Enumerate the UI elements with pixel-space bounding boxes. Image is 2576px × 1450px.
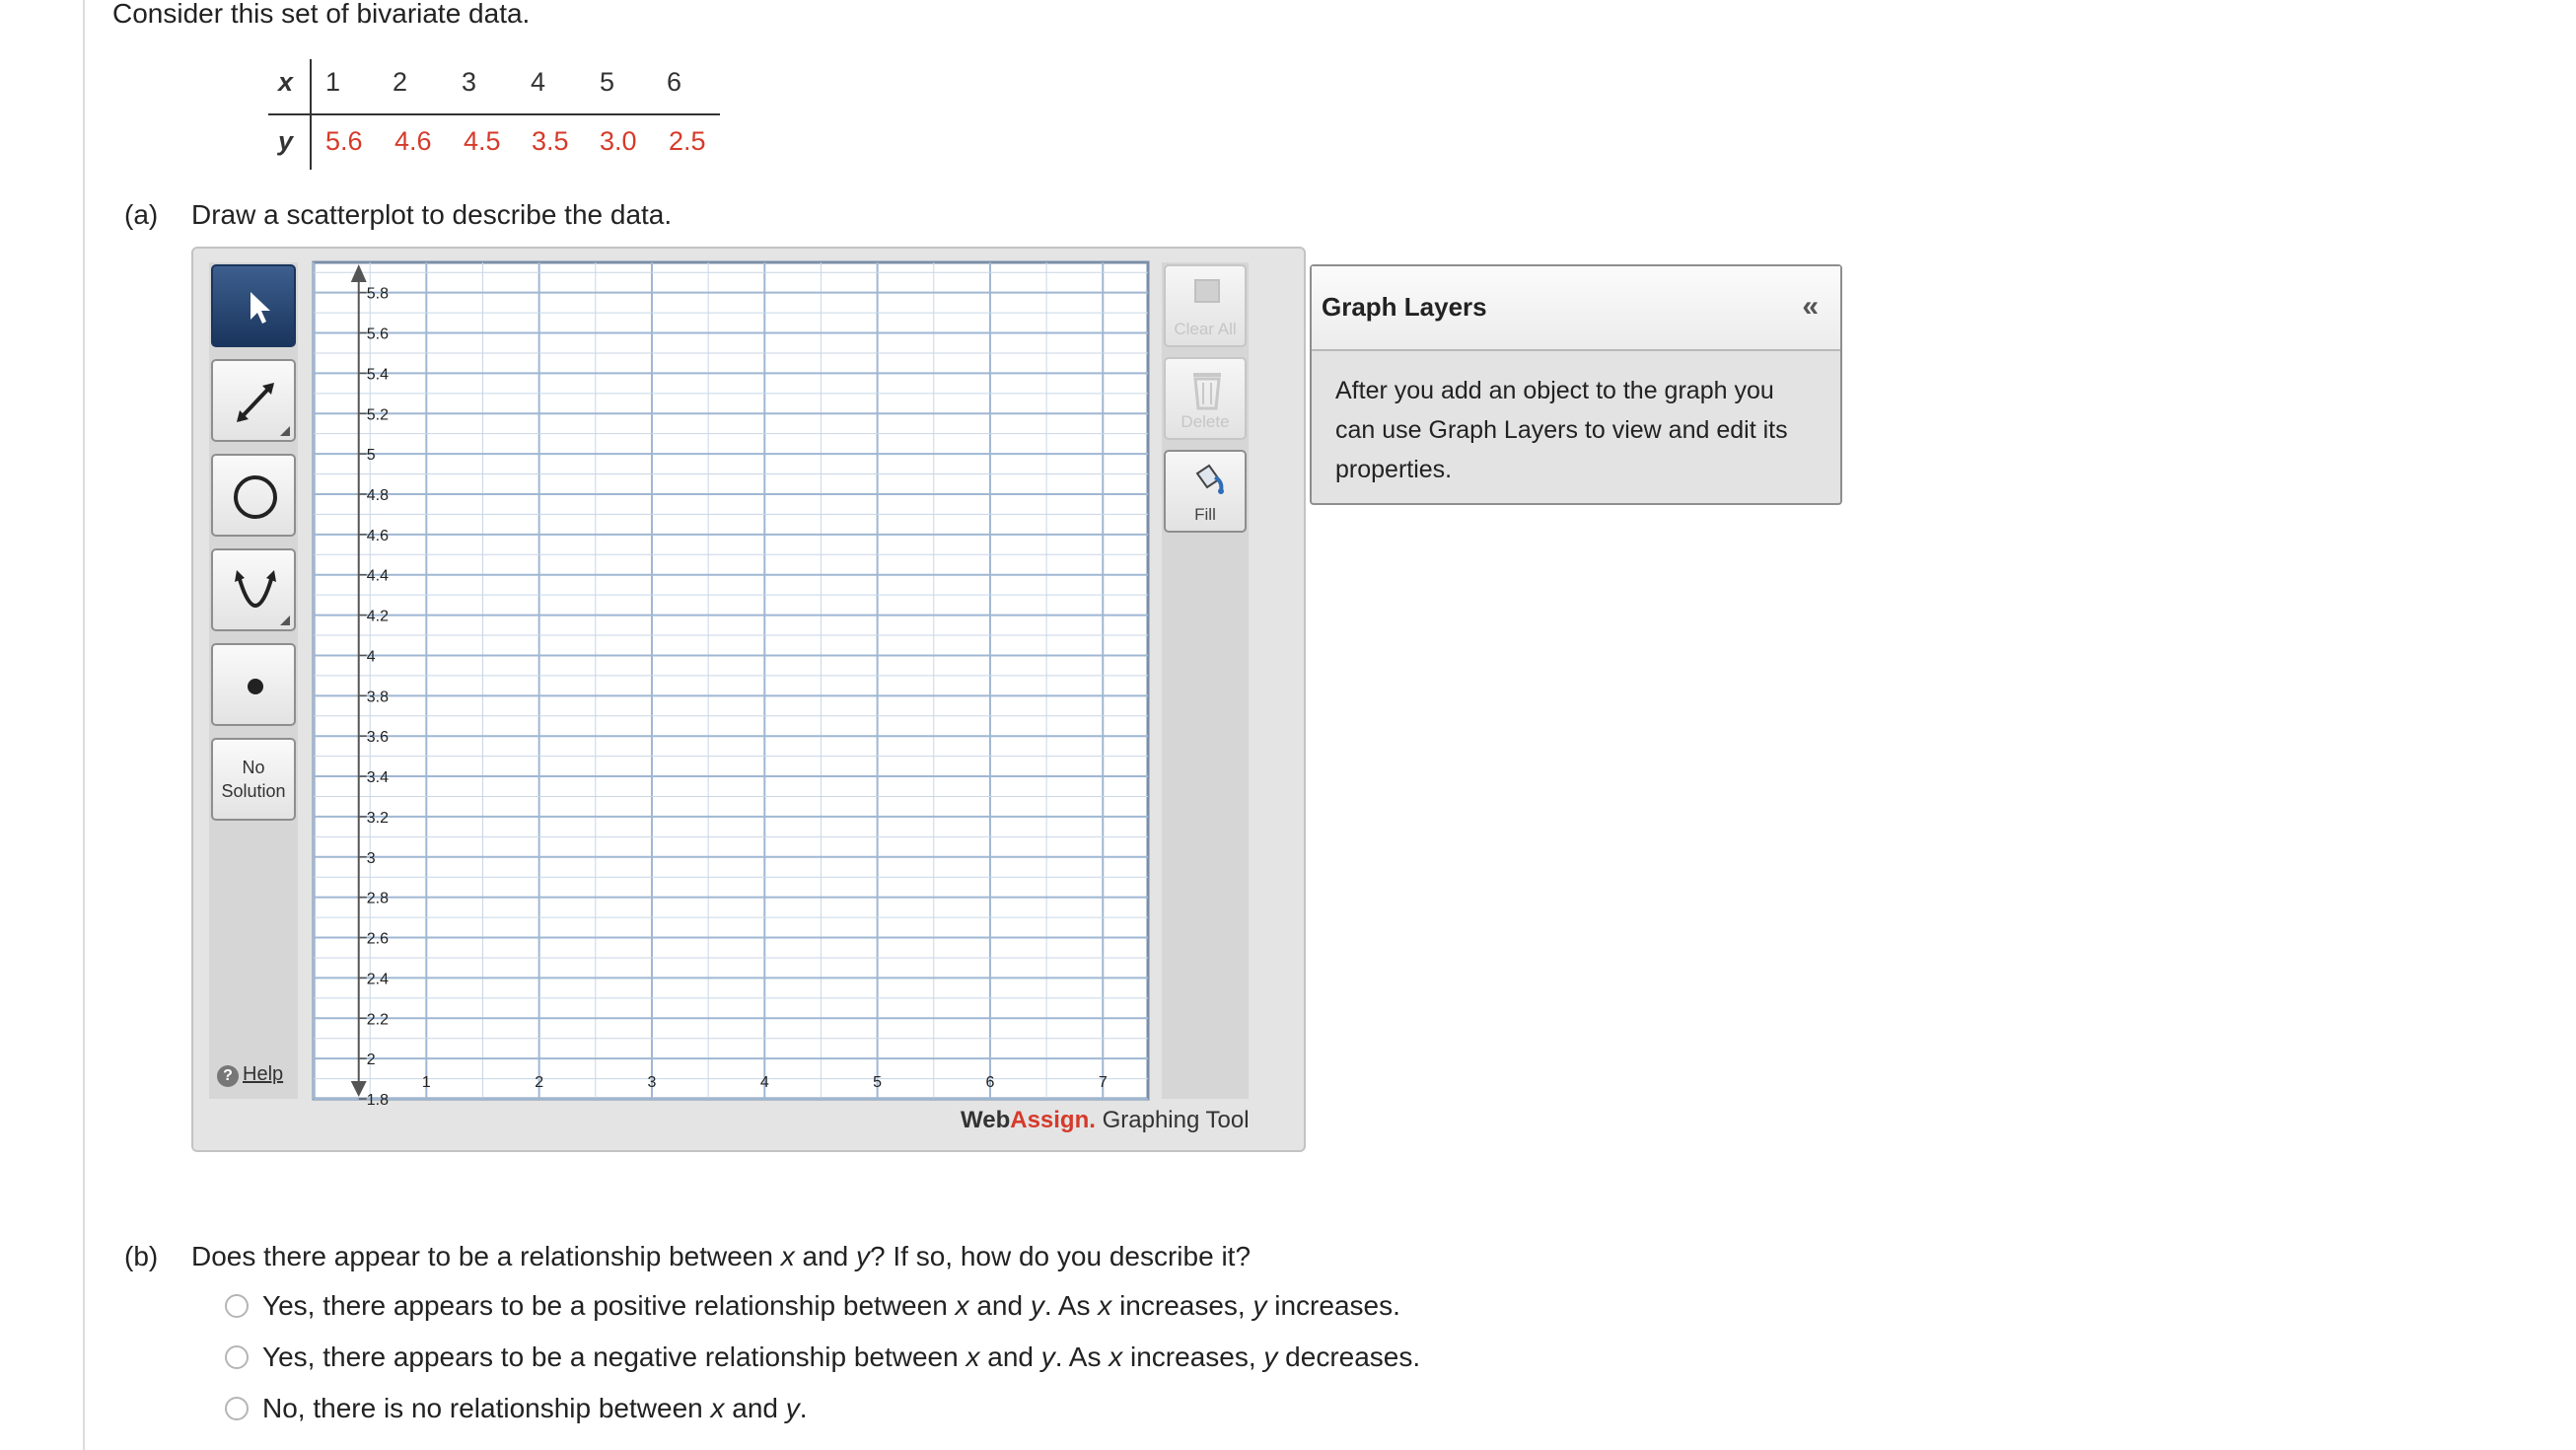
var-x: x	[966, 1341, 980, 1372]
option-text: Yes, there appears to be a negative relationship between	[262, 1341, 966, 1372]
y-tick-label: 2.2	[366, 1011, 389, 1029]
circle-tool-button[interactable]	[211, 454, 296, 537]
var-y: y	[1040, 1341, 1055, 1372]
webassign-brand	[961, 1107, 1250, 1134]
var-x: x	[1109, 1341, 1123, 1372]
option-text: decreases.	[1277, 1341, 1421, 1372]
var-x: x	[1098, 1290, 1112, 1321]
option-text: and	[724, 1393, 786, 1423]
circle-icon	[213, 456, 298, 539]
y-tick-label: 4.8	[366, 486, 389, 504]
parabola-tool-button[interactable]	[211, 548, 296, 631]
part-b-label: (b)	[124, 1241, 159, 1271]
y-tick-label: 3.4	[366, 769, 389, 787]
y-tick-label: 5	[366, 447, 376, 465]
graph-layers-help-text: After you add an object to the graph you can use Graph Layers to view and edit its properties.	[1335, 377, 1788, 483]
help-label: Help	[243, 1063, 284, 1085]
y-tick-label: 2.4	[366, 971, 389, 988]
option-text: . As	[1043, 1290, 1099, 1321]
clear-all-label: Clear All	[1174, 320, 1237, 338]
y-value-cell: 3.0	[600, 126, 637, 156]
y-tick-label: 4.6	[366, 527, 389, 544]
radio-button[interactable]	[225, 1397, 249, 1420]
x-tick-label: 7	[1098, 1074, 1108, 1091]
y-tick-label: 2.6	[366, 930, 389, 948]
y-value-cell: 5.6	[325, 126, 363, 156]
y-tick-label: 4	[366, 648, 376, 666]
y-tick-label: 3.8	[366, 689, 389, 706]
part-a-question	[124, 199, 672, 231]
x-tick-label: 3	[647, 1074, 657, 1091]
graph-layers-title: Graph Layers	[1322, 292, 1487, 322]
y-tick-label: 4.2	[366, 608, 389, 625]
graph-canvas[interactable]	[314, 262, 1148, 1109]
var-y: y	[785, 1393, 800, 1423]
y-tick-label: 5.8	[366, 285, 389, 303]
help-icon: ?	[217, 1065, 239, 1087]
point-tool-button[interactable]	[211, 643, 296, 726]
part-b-text: Does there appear to be a relationship between	[191, 1241, 781, 1271]
x-row-header: x	[278, 67, 294, 97]
var-y: y	[1030, 1290, 1044, 1321]
brand-web: Web	[961, 1107, 1011, 1133]
radio-button[interactable]	[225, 1345, 249, 1369]
no-solution-label-line2: Solution	[221, 781, 286, 801]
part-b-text: and	[794, 1241, 857, 1271]
x-value-cell: 4	[531, 67, 546, 97]
y-tick-label: 2.8	[366, 890, 389, 907]
graph-layers-panel	[1310, 264, 1842, 505]
var-x: x	[955, 1290, 969, 1321]
x-tick-label: 5	[873, 1074, 883, 1091]
collapse-chevron-icon[interactable]: «	[1802, 290, 1819, 323]
option-negative[interactable]	[223, 1341, 1420, 1373]
x-tick-label: 6	[985, 1074, 995, 1091]
part-b-question	[124, 1241, 1251, 1272]
radio-button[interactable]	[225, 1294, 249, 1318]
left-margin-rule	[83, 0, 85, 1450]
graphing-tool	[191, 247, 1306, 1152]
y-tick-label: 3.2	[366, 809, 389, 827]
point-icon	[213, 645, 298, 728]
option-text: Yes, there appears to be a positive relationship between	[262, 1290, 956, 1321]
y-tick-label: 5.2	[366, 406, 389, 424]
x-value-cell: 5	[600, 67, 615, 97]
clear-all-button[interactable]	[1164, 264, 1247, 347]
fill-button[interactable]	[1164, 450, 1247, 533]
var-x: x	[710, 1393, 725, 1423]
delete-label: Delete	[1181, 412, 1230, 431]
intro-text: Consider this set of bivariate data.	[112, 0, 531, 29]
option-text: and	[979, 1341, 1041, 1372]
table-horizontal-rule	[268, 113, 720, 115]
option-text: No, there is no relationship between	[262, 1393, 711, 1423]
var-x: x	[780, 1241, 795, 1271]
x-tick-label: 1	[421, 1074, 431, 1091]
y-tick-label: 3.6	[366, 729, 389, 747]
bivariate-data-table	[268, 59, 720, 170]
graph-border	[314, 262, 1148, 1099]
y-tick-label: 1.8	[366, 1092, 389, 1109]
pointer-icon	[213, 266, 298, 349]
option-positive[interactable]	[223, 1290, 1400, 1322]
y-value-cell: 4.6	[394, 126, 432, 156]
no-solution-button[interactable]	[211, 738, 296, 821]
y-tick-label: 4.4	[366, 567, 389, 585]
x-value-cell: 3	[462, 67, 477, 97]
x-tick-label: 2	[535, 1074, 544, 1091]
line-tool-button[interactable]	[211, 359, 296, 442]
y-value-cell: 2.5	[669, 126, 706, 156]
x-tick-label: 4	[759, 1074, 769, 1091]
y-value-cell: 3.5	[532, 126, 569, 156]
part-a-text: Draw a scatterplot to describe the data.	[191, 199, 673, 230]
submenu-corner-icon	[280, 616, 290, 625]
option-text: . As	[1054, 1341, 1109, 1372]
delete-button[interactable]	[1164, 357, 1247, 440]
submenu-corner-icon	[280, 426, 290, 436]
option-text: increases.	[1266, 1290, 1400, 1321]
option-none[interactable]	[223, 1393, 808, 1424]
pointer-tool-button[interactable]	[211, 264, 296, 347]
var-y: y	[856, 1241, 871, 1271]
fill-label: Fill	[1194, 505, 1216, 524]
graph-layers-header	[1312, 266, 1840, 351]
y-tick-label: 3	[366, 849, 376, 867]
x-value-cell: 1	[325, 67, 341, 97]
brand-assign: Assign.	[1010, 1107, 1096, 1133]
y-tick-label: 5.4	[366, 366, 389, 384]
y-tick-label: 5.6	[366, 326, 389, 343]
var-y: y	[1263, 1341, 1278, 1372]
part-a-label: (a)	[124, 199, 159, 230]
y-tick-label: 2	[366, 1051, 376, 1069]
var-y: y	[1252, 1290, 1267, 1321]
x-value-cell: 2	[393, 67, 408, 97]
option-text: .	[799, 1393, 808, 1423]
graph-actions-bar	[1162, 262, 1249, 1099]
graph-toolbar	[209, 262, 298, 1099]
option-text: increases,	[1122, 1341, 1264, 1372]
no-solution-label-line1: No	[242, 758, 265, 777]
x-value-cell: 6	[667, 67, 682, 97]
option-text: and	[968, 1290, 1031, 1321]
y-row-header: y	[278, 126, 294, 156]
help-link[interactable]	[217, 1063, 283, 1087]
brand-graphing-tool: Graphing Tool	[1095, 1107, 1250, 1133]
y-value-cell: 4.5	[464, 126, 501, 156]
part-b-text: ? If so, how do you describe it?	[870, 1241, 1252, 1271]
option-text: increases,	[1111, 1290, 1253, 1321]
